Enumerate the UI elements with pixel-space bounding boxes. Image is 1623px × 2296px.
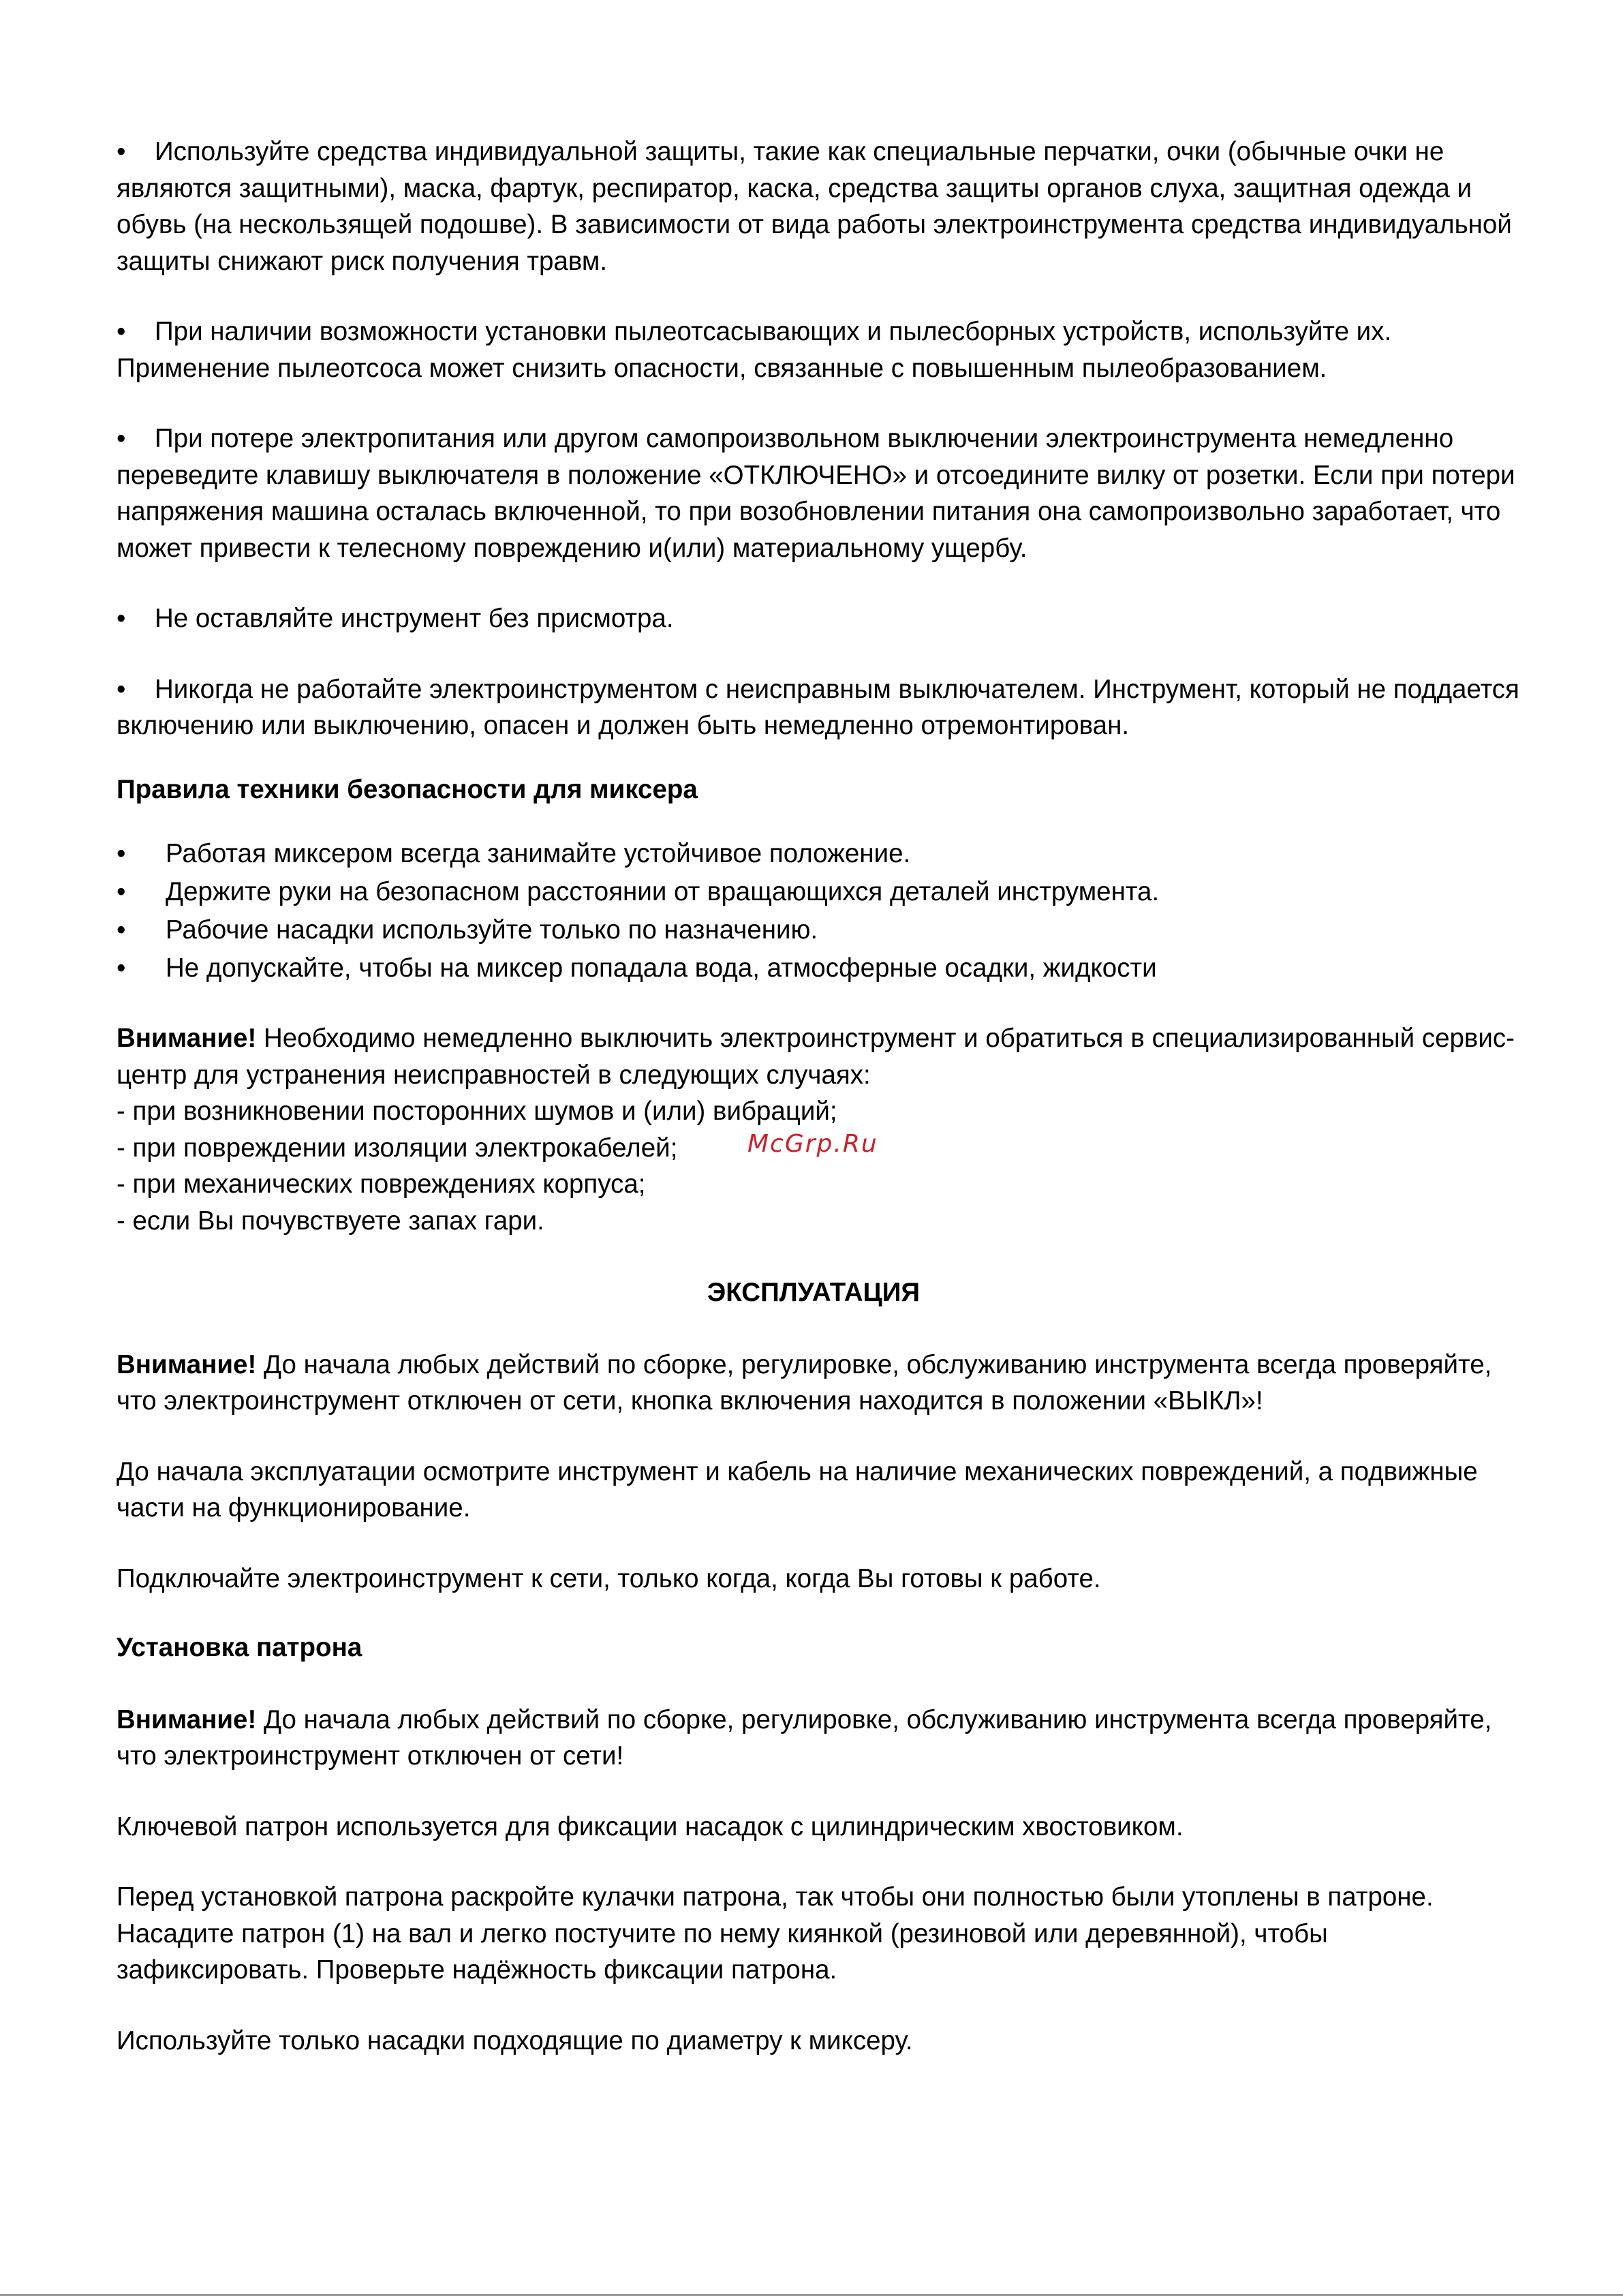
bullet-symbol: • (117, 604, 126, 633)
list-item (117, 835, 1520, 873)
chuck-keyed-paragraph: Ключевой патрон используется для фиксации насадок с цилиндрическим хвостовиком. (117, 1811, 1184, 1841)
warning-text: Необходимо немедленно выключить электроинструмент и обратиться в специализированный сервис-центр для устранения неисправностей в следующих случаях: (117, 1024, 1515, 1090)
bullet-text: При потере электропитания или другом самопроизвольном выключении электроинструмента немедленно переведите клавишу выключателя в положение «ОТКЛЮЧЕНО» и отсоедините вилку от розетки. Если при потери напряжения машина осталась включенной, то при возобновлении питания она самопроизвольно заработает, что может привести к телесному повреждению и(или) материальному ущербу. (117, 424, 1515, 563)
warning-case: - при возникновении посторонних шумов и (или) вибраций; (117, 1097, 837, 1126)
list-item (117, 911, 1520, 949)
bullet-symbol: • (117, 137, 126, 166)
safety-bullet-dust (117, 313, 1520, 386)
warning-case: - при механических повреждениях корпуса; (117, 1169, 646, 1199)
mixer-rules-heading: Правила техники безопасности для миксера (117, 774, 698, 804)
bullet-text: Используйте средства индивидуальной защиты, такие как специальные перчатки, очки (обычные очки не являются защитными), маска, фартук, респиратор, каска, средства защиты органов слуха, защитная одежда и обувь (на нескользящей подошве). В зависимости от вида работы электроинструмента средства индивидуальной защиты снижают риск получения травм. (117, 137, 1512, 276)
list-item-text: Работая миксером всегда занимайте устойчивое положение. (166, 839, 911, 868)
chuck-install-paragraph: Перед установкой патрона раскройте кулачки патрона, так чтобы они полностью были утоплены в патроне. Насадите патрон (1) на вал и легко постучите по нему киянкой (резиновой или деревянной), чтобы зафиксировать. Проверьте надёжность фиксации патрона. (117, 1882, 1434, 1985)
safety-bullet-unattended (117, 600, 1520, 637)
warning-text: До начала любых действий по сборке, регулировке, обслуживанию инструмента всегда проверяйте, что электроинструмент отключен от сети! (117, 1704, 1492, 1771)
operation-warning (117, 1347, 1520, 1420)
list-item (117, 873, 1520, 911)
list-item-text: Рабочие насадки используйте только по назначению. (166, 915, 818, 945)
bullet-symbol: • (117, 674, 126, 704)
bullet-symbol: • (117, 424, 126, 453)
chuck-heading: Установка патрона (117, 1633, 362, 1662)
bullet-symbol: • (117, 839, 126, 868)
bullet-text: Никогда не работайте электроинструментом с неисправным выключателем. Инструмент, который не поддается включению или выключению, опасен и должен быть немедленно отремонтирован. (117, 674, 1519, 740)
bullet-symbol: • (117, 877, 126, 906)
list-item-text: Держите руки на безопасном расстоянии от вращающихся деталей инструмента. (166, 877, 1160, 906)
warning-label: Внимание! (117, 1349, 257, 1379)
bullet-text: Не оставляйте инструмент без присмотра. (155, 604, 674, 633)
watermark: McGrp.Ru (747, 1130, 878, 1158)
safety-bullet-power-loss (117, 420, 1520, 566)
warning-service-center (117, 1020, 1520, 1093)
warning-label: Внимание! (117, 1024, 257, 1053)
safety-bullet-switch (117, 671, 1520, 744)
bullet-symbol: • (117, 915, 126, 945)
list-item-text: Не допускайте, чтобы на миксер попадала вода, атмосферные осадки, жидкости (166, 953, 1157, 983)
bullet-symbol: • (117, 317, 126, 346)
warning-label: Внимание! (117, 1704, 257, 1734)
list-item (117, 949, 1520, 988)
warning-case: - при повреждении изоляции электрокабелей; (117, 1133, 678, 1163)
operation-connect-paragraph: Подключайте электроинструмент к сети, только когда, когда Вы готовы к работе. (117, 1563, 1101, 1593)
safety-bullet-ppe (117, 134, 1520, 279)
bullet-text: При наличии возможности установки пылеотсасывающих и пылесборных устройств, используйте их. Применение пылеотсоса может снизить опасности, связанные с повышенным пылеобразованием. (117, 317, 1392, 383)
operation-inspection-paragraph: До начала эксплуатации осмотрите инструмент и кабель на наличие механических повреждений, а подвижные части на функционирование. (117, 1456, 1478, 1522)
mixer-rules-list (117, 835, 1520, 988)
document-page (117, 134, 1520, 2059)
warning-text: До начала любых действий по сборке, регулировке, обслуживанию инструмента всегда проверяйте, что электроинструмент отключен от сети, кнопка включения находится в положении «ВЫКЛ»! (117, 1349, 1492, 1415)
chuck-warning (117, 1702, 1520, 1775)
bullet-symbol: • (117, 953, 126, 983)
warning-case: - если Вы почувствуете запах гари. (117, 1206, 544, 1236)
chuck-bits-paragraph: Используйте только насадки подходящие по диаметру к миксеру. (117, 2025, 913, 2055)
section-title-operation: ЭКСПЛУАТАЦИЯ (707, 1278, 921, 1307)
